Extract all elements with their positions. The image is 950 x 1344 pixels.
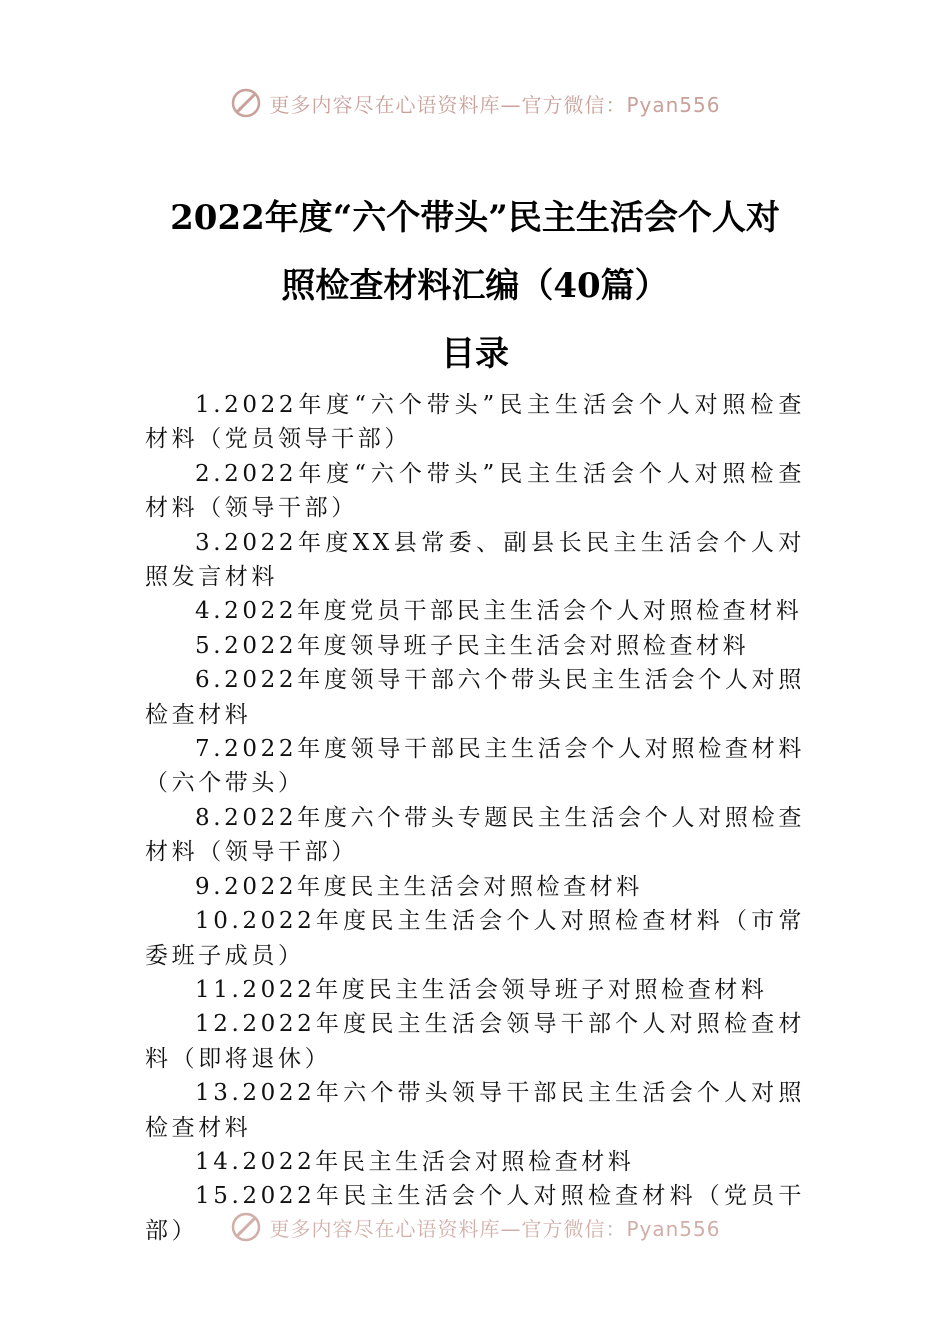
- toc-item[interactable]: 13.2022年六个带头领导干部民主生活会个人对照检查材料: [145, 1080, 805, 1141]
- pen-logo-icon: [229, 86, 263, 120]
- toc-item[interactable]: 14.2022年民主生活会对照检查材料: [195, 1148, 635, 1175]
- toc-item[interactable]: 4.2022年度党员干部民主生活会个人对照检查材料: [195, 598, 803, 625]
- toc-item[interactable]: 3.2022年度XX县常委、副县长民主生活会个人对照发言材料: [145, 529, 805, 591]
- document-title-line-1: 2022年度“六个带头”民主生活会个人对: [170, 198, 780, 238]
- toc-item[interactable]: 1.2022年度“六个带头”民主生活会个人对照检查材料（党员领导干部）: [145, 392, 805, 453]
- toc-item[interactable]: 11.2022年度民主生活会领导班子对照检查材料: [195, 976, 768, 1003]
- toc-item[interactable]: 10.2022年度民主生活会个人对照检查材料（市常委班子成员）: [145, 908, 805, 969]
- table-of-contents: [145, 388, 805, 1248]
- toc-item[interactable]: 2.2022年度“六个带头”民主生活会个人对照检查材料（领导干部）: [145, 460, 805, 522]
- watermark-footer: [0, 1210, 950, 1244]
- toc-item[interactable]: 5.2022年度领导班子民主生活会对照检查材料: [195, 632, 750, 659]
- watermark-header: [0, 86, 950, 120]
- toc-item[interactable]: 6.2022年度领导干部六个带头民主生活会个人对照检查材料: [145, 667, 805, 728]
- toc-item[interactable]: 7.2022年度领导干部民主生活会个人对照检查材料（六个带头）: [145, 736, 805, 797]
- toc-item[interactable]: 9.2022年度民主生活会对照检查材料: [195, 873, 643, 900]
- toc-item[interactable]: 15.2022年民主生活会个人对照检查材料（党员干部）: [145, 1183, 805, 1244]
- toc-item[interactable]: 12.2022年度民主生活会领导干部个人对照检查材料（即将退休）: [145, 1011, 805, 1072]
- pen-logo-icon: [229, 1210, 263, 1244]
- watermark-text: 更多内容尽在心语资料库—官方微信：Pyan556: [269, 92, 721, 117]
- toc-heading: 目录: [441, 334, 509, 374]
- watermark-text: 更多内容尽在心语资料库—官方微信：Pyan556: [269, 1216, 721, 1241]
- document-title-line-2: 照检查材料汇编（40篇）: [281, 266, 669, 306]
- toc-item[interactable]: 8.2022年度六个带头专题民主生活会个人对照检查材料（领导干部）: [145, 804, 805, 866]
